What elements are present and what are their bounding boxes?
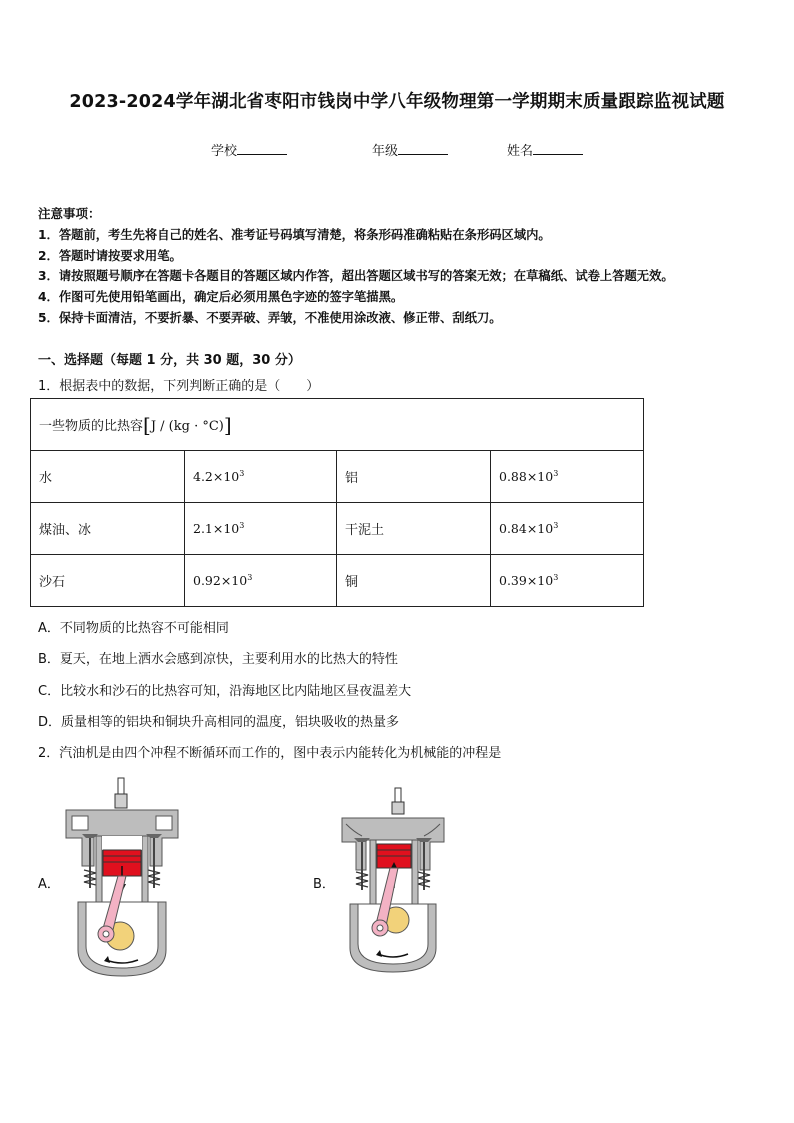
grade-blank[interactable] [398, 142, 448, 155]
substance-value [491, 451, 644, 503]
table-caption-cell [31, 399, 644, 451]
table-row [31, 555, 644, 607]
question-2-stem: 2．汽油机是由四个冲程不断循环而工作的，图中表示内能转化为机械能的冲程是 [38, 746, 502, 761]
engine-diagram-b[interactable] [336, 786, 450, 976]
name-label: 姓名 [507, 144, 534, 159]
table-row [31, 503, 644, 555]
value-base: 0.39×10 [499, 573, 554, 589]
value-exponent: 3 [553, 572, 559, 582]
option-c[interactable]: C．比较水和沙石的比热容可知，沿海地区比内陆地区昼夜温差大 [38, 684, 412, 699]
notice-item-2: 2．答题时请按要求用笔。 [38, 249, 182, 263]
figure-b-label[interactable]: B． [313, 877, 335, 892]
substance-value [185, 503, 337, 555]
question-1-stem: 1．根据表中的数据，下列判断正确的是（ ） [38, 379, 320, 394]
value-exponent: 3 [239, 520, 245, 530]
substance-name: 水 [31, 451, 185, 503]
notice-heading: 注意事项： [38, 206, 101, 221]
notice-item-3: 3．请按照题号顺序在答题卡各题目的答题区域内作答，超出答题区域书写的答案无效；在草稿纸、试卷上答题无效。 [38, 269, 674, 283]
grade-label: 年级 [372, 144, 399, 159]
specific-heat-table [30, 398, 644, 607]
value-base: 0.88×10 [499, 469, 554, 485]
substance-value [491, 555, 644, 607]
table-row [31, 451, 644, 503]
figure-a-label[interactable]: A． [38, 877, 60, 892]
notice-item-5: 5．保持卡面清洁，不要折暴、不要弄破、弄皱，不准使用涂改液、修正带、刮纸刀。 [38, 311, 502, 325]
substance-value [185, 555, 337, 607]
table-caption-row [31, 399, 644, 451]
option-a[interactable]: A．不同物质的比热容不可能相同 [38, 621, 229, 636]
substance-name: 沙石 [31, 555, 185, 607]
value-base: 0.92×10 [193, 573, 248, 589]
value-base: 2.1×10 [193, 521, 240, 537]
substance-name: 铝 [337, 451, 491, 503]
value-exponent: 3 [247, 572, 253, 582]
unit-bracket-right: ] [223, 412, 232, 437]
table-unit: J / (kg · °C) [150, 418, 224, 434]
engine-diagram-a[interactable] [62, 776, 182, 980]
value-exponent: 3 [553, 520, 559, 530]
value-base: 4.2×10 [193, 469, 240, 485]
school-field[interactable] [211, 140, 287, 159]
notice-item-4: 4．作图可先使用铅笔画出，确定后必须用黑色字迹的签字笔描黑。 [38, 290, 404, 304]
table-caption: 一些物质的比热容 [39, 418, 144, 434]
school-label: 学校 [211, 144, 238, 159]
unit-bracket-left: [ [143, 412, 151, 437]
name-field[interactable] [507, 140, 583, 159]
value-exponent: 3 [553, 468, 559, 478]
value-base: 0.84×10 [499, 521, 554, 537]
section-heading: 一、选择题（每题 1 分，共 30 题，30 分） [38, 353, 301, 368]
page-title: 2023-2024学年湖北省枣阳市钱岗中学八年级物理第一学期期末质量跟踪监视试题 [69, 92, 725, 112]
name-blank[interactable] [533, 142, 583, 155]
grade-field[interactable] [372, 140, 448, 159]
value-exponent: 3 [239, 468, 245, 478]
option-b[interactable]: B．夏天，在地上洒水会感到凉快，主要利用水的比热大的特性 [38, 652, 398, 667]
option-d[interactable]: D．质量相等的铝块和铜块升高相同的温度，铝块吸收的热量多 [38, 715, 400, 730]
notice-item-1: 1．答题前，考生先将自己的姓名、准考证号码填写清楚，将条形码准确粘贴在条形码区域内。 [38, 228, 551, 242]
substance-value [185, 451, 337, 503]
substance-name: 干泥土 [337, 503, 491, 555]
substance-name: 煤油、冰 [31, 503, 185, 555]
spark-plug [392, 788, 404, 814]
substance-name: 铜 [337, 555, 491, 607]
substance-value [491, 503, 644, 555]
spark-plug [115, 778, 127, 808]
school-blank[interactable] [237, 142, 287, 155]
